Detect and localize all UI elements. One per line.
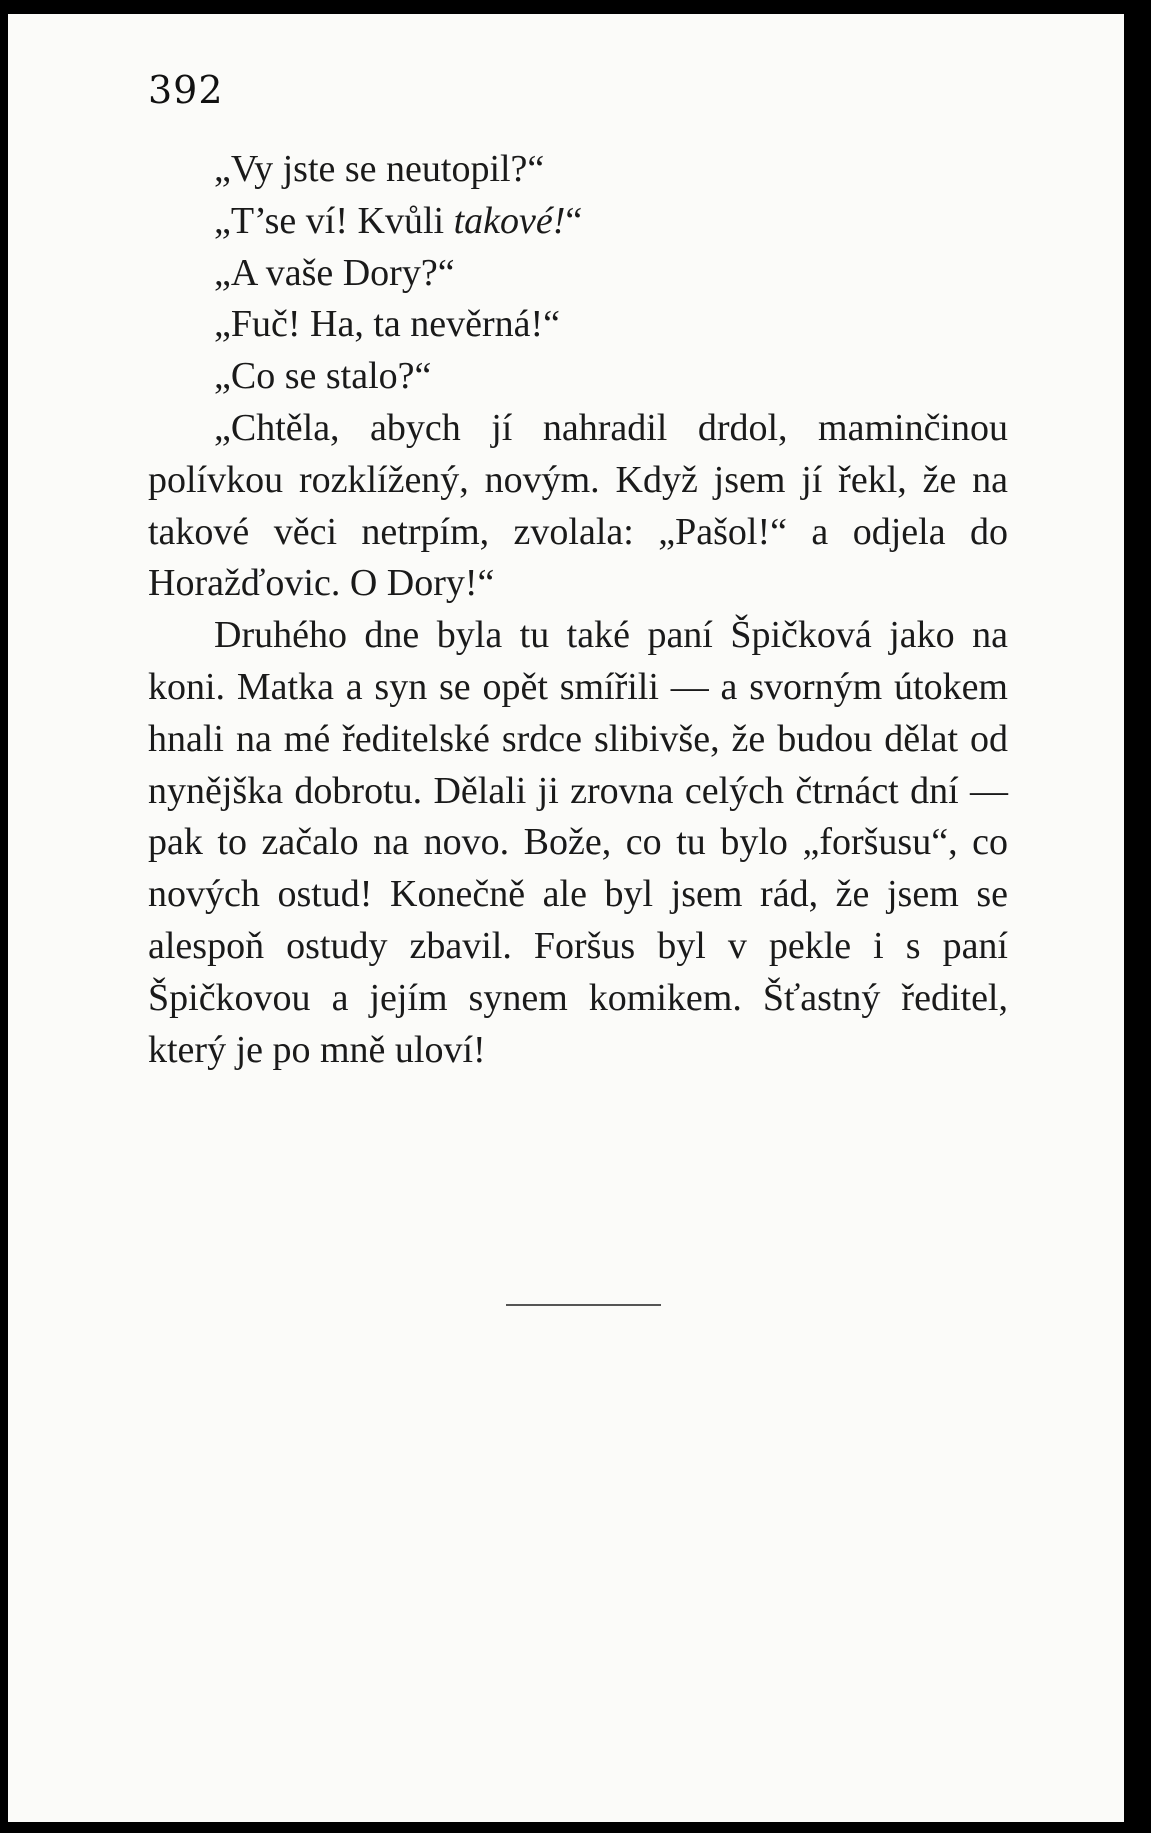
paragraph-2-emphasis: takové! bbox=[453, 199, 566, 242]
paragraph-3: „A vaše Dory?“ bbox=[214, 251, 455, 294]
paragraph-2-closing-quote: “ bbox=[565, 199, 583, 242]
end-rule bbox=[506, 1304, 661, 1306]
book-page bbox=[8, 14, 1124, 1822]
text-block bbox=[148, 144, 1008, 1076]
paragraph-6: „Chtěla, abych jí nahradil drdol, maminčinou polívkou rozklížený, novým. Když jsem jí řekl, že na takové věci netrpím, zvolala: „Pašol!“ a odjela do Horažďovic. O Dory!“ bbox=[148, 406, 1008, 605]
paragraph-1: „Vy jste se neutopil?“ bbox=[214, 148, 545, 190]
paragraph-7: Druhého dne byla tu také paní Špičková jako na koni. Matka a syn se opět smířili — a svorným útokem hnali na mé ředitelské srdce slibivše, že budou dělat od nynějška dobrotu. Dělali ji zrovna celých čtrnáct dní — pak to začalo na novo. Bože, co tu bylo „foršusu“, co nových ostud! Konečně ale byl jsem rád, že jsem se alespoň ostudy zbavil. Foršus byl v pekle i s paní Špičkovou a jejím synem komikem. Šťastný ředitel, který je po mně uloví! bbox=[148, 614, 1008, 1071]
page-number: 392 bbox=[148, 68, 224, 112]
paragraph-4: „Fuč! Ha, ta nevěrná!“ bbox=[214, 303, 561, 346]
paragraph-5: „Co se stalo?“ bbox=[214, 355, 432, 398]
paragraph-2 bbox=[148, 196, 1008, 248]
paragraph-2-text: „T’se ví! Kvůli bbox=[214, 199, 454, 242]
